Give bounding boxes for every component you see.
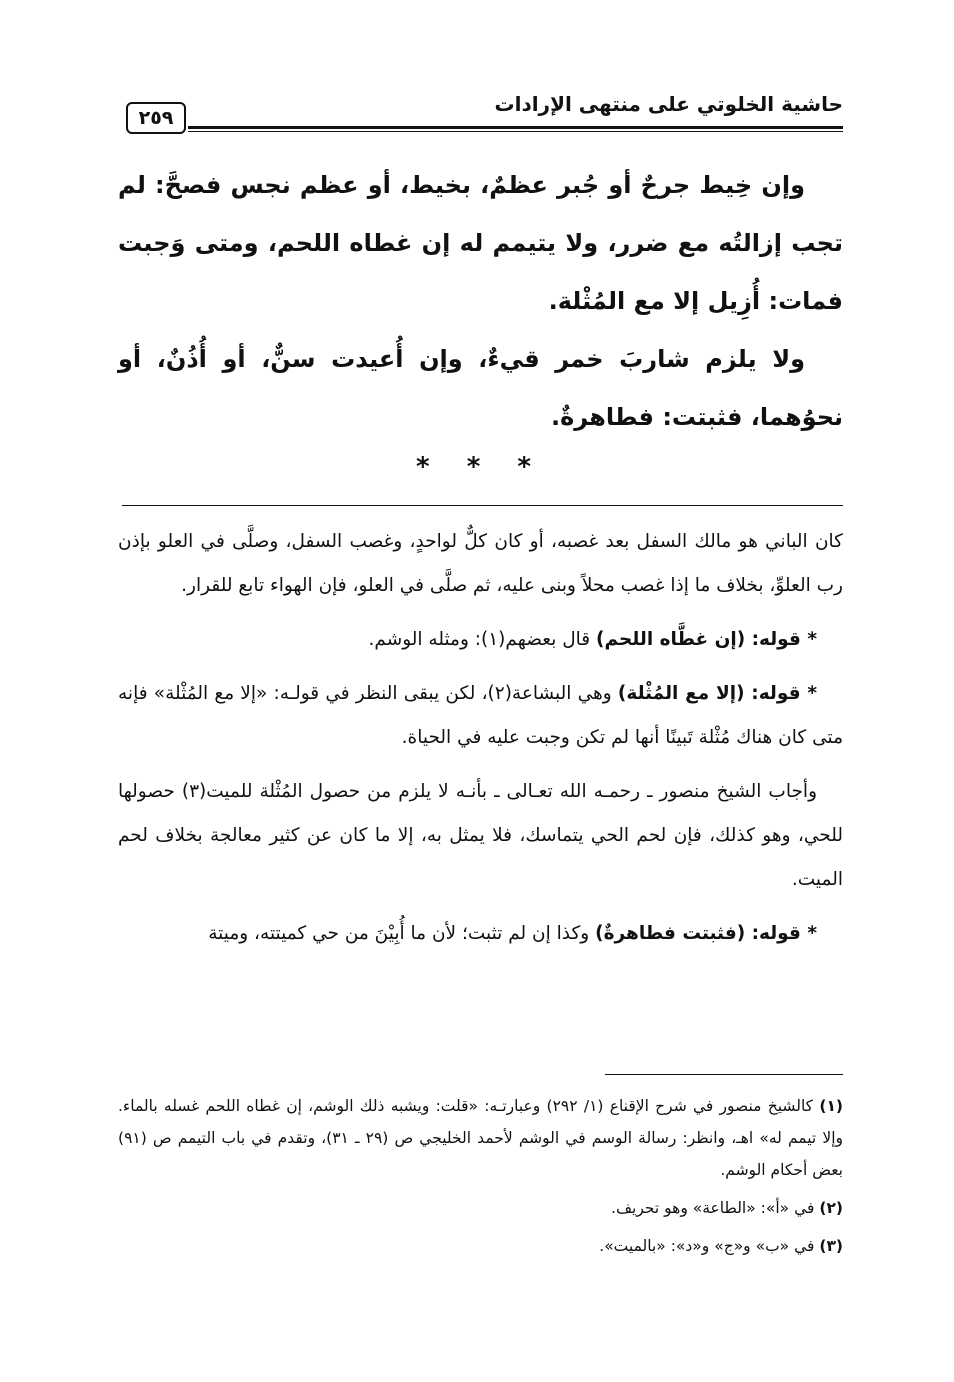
- section-separator: * * *: [416, 452, 545, 482]
- commentary-paragraph: كان الباني هو مالك السفل بعد غصبه، أو كان كلٌّ لواحدٍ، وغصب السفل، وصلَّى في العلو بإذن رب العلوِّ، بخلاف ما إذا غصب محلاً وبنى عليه، ثم صلَّى في العلو، فإن الهواء تابع للقرار.: [118, 531, 843, 596]
- main-text: [118, 156, 843, 446]
- commentary-body: وكذا إن لم تثبت؛ لأن ما أُبِيْنَ من حي كميتته، وميتة: [208, 923, 596, 944]
- commentary-rule: [122, 505, 843, 506]
- footnote-number: (٢): [819, 1199, 843, 1217]
- footnote-text: كالشيخ منصور في شرح الإقناع (١/ ٢٩٢) وعبارتـه: «قلت: ويشبه ذلك الوشم، إن غطاه اللحم غسله بالماء. وإلا تيمم له» اهـ، وانظر: رسالة الوسم في الوشم لأحمد الخليجي ص (٢٩ ـ ٣١)، وتقدم في باب التيمم ص (٩١) بعض أحكام الوشم.: [118, 1097, 843, 1179]
- commentary-paragraph: [118, 618, 843, 662]
- page-number: ٢٥٩: [126, 102, 186, 134]
- footnotes: [118, 1090, 843, 1268]
- commentary-body: وهي البشاعة(٢)، لكن يبقى النظر في قولـه: «إلا مع المُثْلة» فإنه متى كان هناك مُثْلة تَبينًا أنها لم تكن وجبت عليه في الحياة.: [118, 683, 843, 748]
- footnote-text: في «أ»: «الطاعة» وهو تحريف.: [611, 1199, 815, 1217]
- header-rule: [188, 126, 843, 132]
- footnote-rule: [605, 1074, 843, 1075]
- commentary-lemma: * قوله: (إن غطَّاه اللحم): [596, 629, 817, 650]
- main-text-paragraph: ولا يلزم شاربَ خمر قيءٌ، وإن أُعيدت سنٌّ، أو أُذُنٌ، أو نحوُهما، فثبتت: فطاهرةٌ.: [118, 345, 843, 431]
- footnote-number: (١): [819, 1097, 843, 1115]
- main-text-paragraph: وإن خِيط جرحٌ أو جُبر عظمٌ، بخيط، أو عظم نجس فصحَّ: لم تجب إزالتُه مع ضرر، ولا يتيمم له إن غطاه اللحم، ومتى وَجبت فمات: أُزِيل إلا مع المُثْلة.: [118, 171, 843, 315]
- commentary-text: [118, 520, 843, 966]
- commentary-paragraph: وأجاب الشيخ منصور ـ رحمـه الله تعـالى ـ بأنـه لا يلزم من حصول المُثْلة للميت(٣) حصولها للحي، وهو كذلك، فإن لحم الحي يتماسك، فلا يمثل به، إلا ما كان عن كثير معالجة بخلاف لحم الميت.: [118, 781, 843, 890]
- footnote: [118, 1230, 843, 1262]
- commentary-lemma: * قوله: (فثبتت فطاهرةٌ): [595, 923, 817, 944]
- footnote-number: (٣): [819, 1237, 843, 1255]
- footnote-text: في «ب» و«ج» و«د»: «بالميت».: [599, 1237, 815, 1255]
- running-title: حاشية الخلوتي على منتهى الإرادات: [494, 92, 843, 116]
- commentary-paragraph: [118, 672, 843, 760]
- commentary-paragraph: [118, 912, 843, 956]
- book-page: [118, 60, 843, 1360]
- footnote: [118, 1192, 843, 1224]
- commentary-body: قال بعضهم(١): ومثله الوشم.: [368, 629, 597, 650]
- page-header: [118, 88, 843, 128]
- commentary-lemma: * قوله: (إلا مع المُثْلة): [617, 683, 818, 704]
- footnote: [118, 1090, 843, 1186]
